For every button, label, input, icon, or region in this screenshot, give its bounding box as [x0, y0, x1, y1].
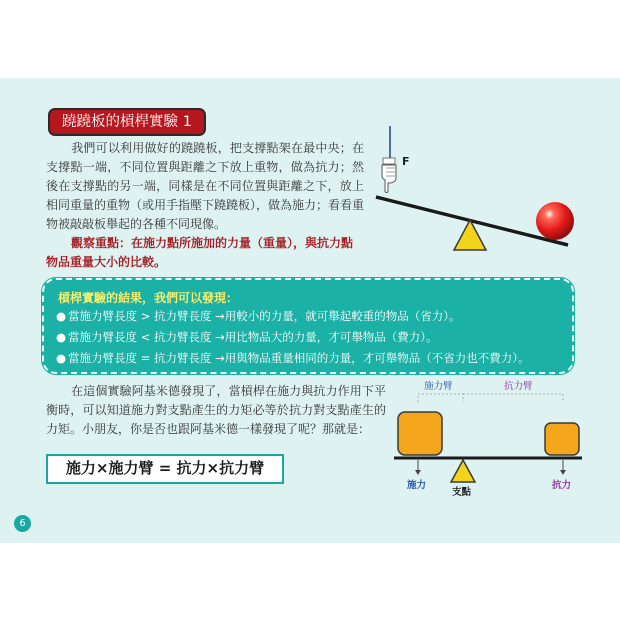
load-label: 抗力	[552, 480, 572, 491]
discovery-text: 在這個實驗阿基米德發現了，當槓桿在施力與抗力作用下平衡時，可以知道施力對支點產生的力矩必等於抗力對支點產生的力矩。小朋友，你是否也跟阿基米德一樣發現了呢？那就是：	[46, 384, 386, 436]
focus-line-2: 物品重量大小的比較。	[46, 255, 167, 269]
result-item-text: 當施力臂長度 > 抗力臂長度 →用較小的力量，就可舉起較重的物品（省力）。	[68, 309, 461, 323]
formula-box: 施力×施力臂 = 抗力×抗力臂	[46, 454, 284, 484]
effort-arm-bracket	[418, 394, 463, 402]
result-item	[56, 348, 530, 369]
results-list	[56, 306, 530, 369]
page	[0, 78, 620, 543]
fulcrum-triangle	[451, 460, 475, 482]
bullet-icon: ●	[56, 330, 67, 344]
focus-line-1: 觀察重點：在施力點所施加的力量（重量），與抗力點	[71, 236, 354, 250]
page-number: 6	[14, 515, 31, 532]
fulcrum-label: 支點	[452, 487, 472, 498]
effort-weight-box	[398, 412, 442, 455]
lever-diagram	[388, 378, 588, 498]
result-item	[56, 327, 530, 348]
bullet-icon: ●	[56, 309, 67, 323]
result-item-text: 當施力臂長度 = 抗力臂長度 →用與物品重量相同的力量，才可舉物品（不省力也不費力）。	[68, 351, 530, 365]
effort-arrow-head	[415, 470, 421, 475]
force-label: F	[402, 155, 410, 168]
results-title: 槓桿實驗的結果，我們可以發現：	[58, 291, 239, 305]
results-box	[42, 278, 574, 374]
red-ball	[536, 202, 574, 240]
seesaw-figure	[372, 124, 582, 274]
result-item	[56, 306, 530, 327]
effort-arm-label: 施力臂	[424, 381, 453, 392]
load-weight-box	[545, 423, 579, 455]
intro-text: 我們可以利用做好的蹺蹺板，把支撐點架在最中央；在支撐點一端，不同位置與距離之下放上重物，做為抗力；然後在支撐點的另一端，同樣是在不同位置與距離之下，放上相同重量的重物（或用手指壓下蹺蹺板），做為施力；看看重物被敲敲板舉起的各種不同現像。	[46, 141, 365, 231]
load-arm-bracket	[463, 394, 563, 402]
load-arrow-head	[560, 470, 566, 475]
discovery-paragraph	[46, 382, 386, 439]
bullet-icon: ●	[56, 351, 67, 365]
section-title: 蹺蹺板的槓桿實驗 1	[48, 108, 206, 136]
load-arm-label: 抗力臂	[504, 381, 533, 392]
intro-paragraph	[46, 139, 364, 272]
result-item-text: 當施力臂長度 < 抗力臂長度 →用比物品大的力量，才可舉物品（費力）。	[68, 330, 438, 344]
effort-label: 施力	[407, 480, 427, 491]
pointing-hand-icon	[382, 158, 396, 193]
